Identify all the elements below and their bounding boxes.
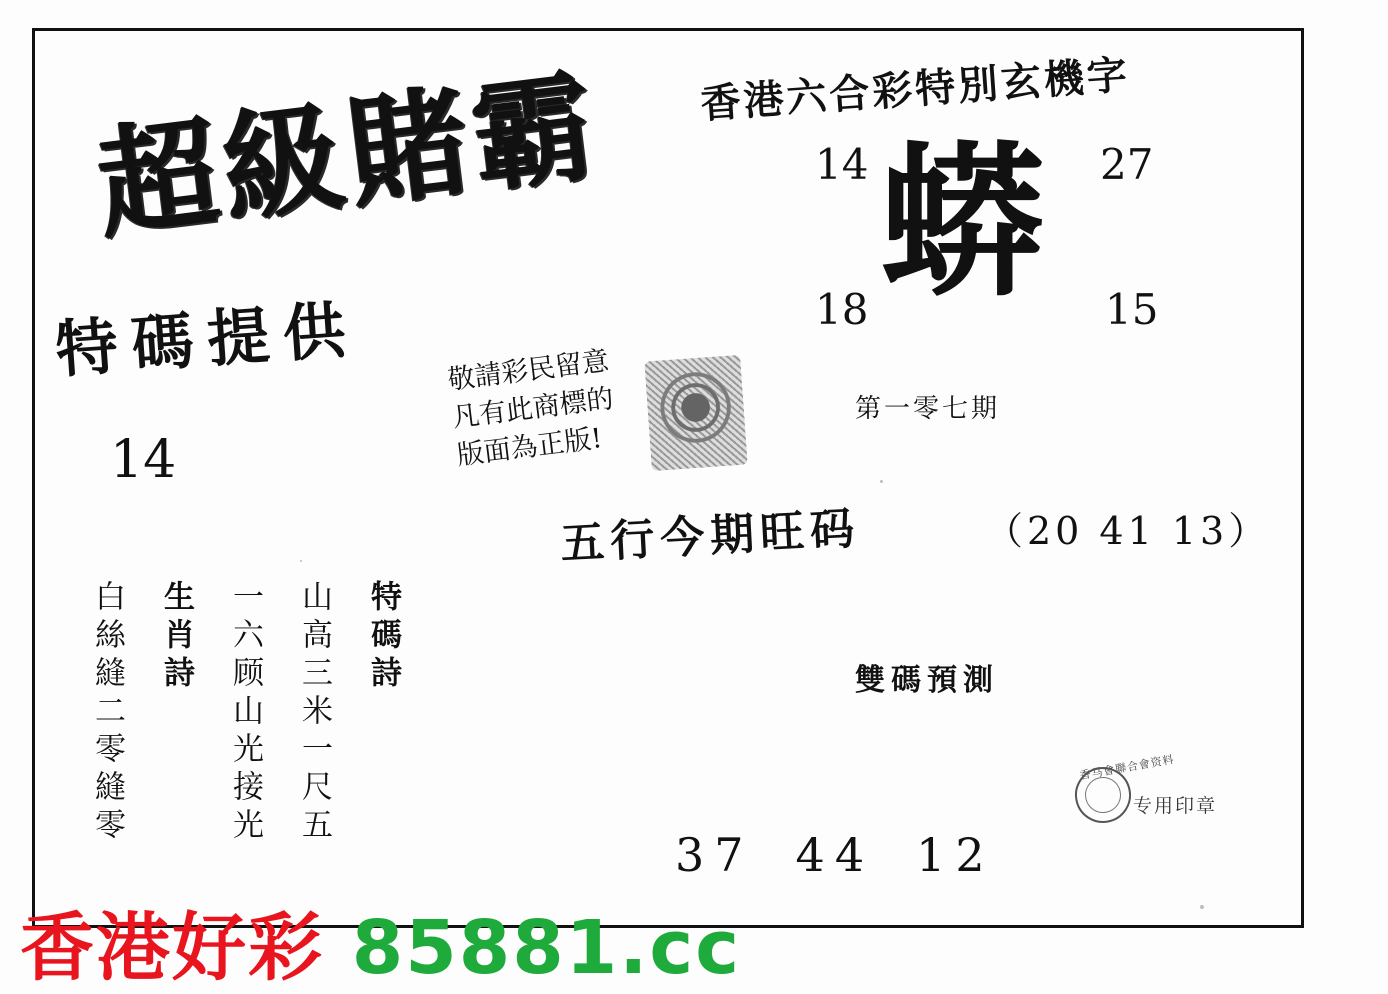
poem-column-4: 生肖詩 [158,580,194,694]
notice-line-2: 凡有此商標的 [450,383,616,434]
dual-code-value: 44 [795,828,875,882]
poem-column-3: 一六顾山光接光 [227,580,263,846]
brand-title: 超級賭霸 [89,54,607,257]
dual-code-title: 雙碼預測 [855,663,999,698]
left-number: 14 [110,430,177,490]
site-watermark [20,906,741,990]
notice-line-3: 版面為正版! [455,422,604,472]
corner-number-bottom-left: 18 [815,285,869,334]
notice-line-1: 敬請彩民留意 [446,345,611,397]
poem-column-5: 白絲縫二零縫零 [89,580,125,846]
hot-numbers-title: 五行今期旺码 [559,503,862,570]
dual-code-value: 12 [916,828,995,882]
issue-label: 第一零七期 [855,394,1001,424]
poem-column-2: 山高三米一尺五 [296,580,332,846]
corner-number-top-right: 27 [1100,140,1154,189]
scan-speck [300,560,302,562]
watermark-brand: 香港好彩 [20,905,324,991]
notice-block [446,343,621,476]
header-title: 香港六合彩特別玄機字 [699,51,1132,128]
scan-speck [880,480,883,483]
scan-speck [1200,905,1204,909]
seal-text: 专用印章 [1133,795,1218,817]
seal-arc-text: 香马會聯合會资料 [1078,752,1176,783]
feature-glyph: 蟒 [880,125,1045,319]
brand-subtitle: 特碼提供 [53,292,362,387]
poem-column-1: 特碼詩 [365,580,401,694]
official-seal [1075,752,1235,827]
corner-number-top-left: 14 [815,140,869,189]
corner-number-bottom-right: 15 [1105,285,1159,334]
poem-columns [85,580,406,900]
watermark-url: 85881.cc [351,905,742,991]
hot-numbers-values: （20 41 13） [985,509,1271,553]
trademark-stamp-icon [644,355,747,471]
dual-code-values [675,828,1037,882]
dual-code-value: 37 [675,828,754,882]
